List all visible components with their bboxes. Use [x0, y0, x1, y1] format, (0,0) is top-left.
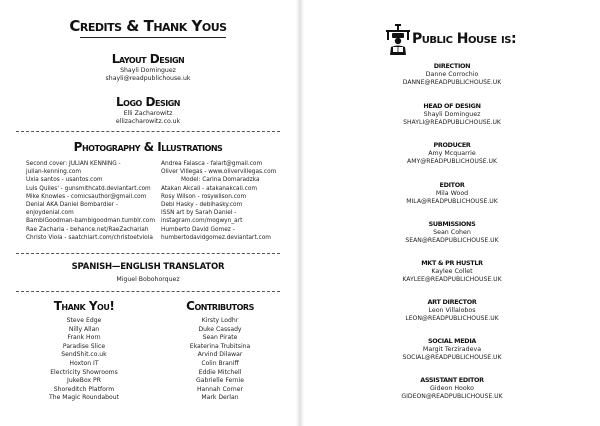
- book-gutter: [296, 0, 304, 426]
- photo-credit: Mike Knowles - comicsauthor@gmail.com: [26, 193, 147, 200]
- photo-credit: humbertodavidgomez.deviantart.com: [161, 234, 271, 241]
- photo-credit: BambiGoodman-bambigoodman.tumblr.com: [26, 218, 155, 225]
- role-email: SEAN@READPUBLICHOUSE.UK: [405, 237, 499, 245]
- photo-credit: Christo Viola - saatchiart.com/christoetviola: [26, 234, 153, 241]
- section-divider: [16, 291, 280, 292]
- thank-you-list: [36, 317, 132, 403]
- photo-credit: Second cover: JULIAN KENNING -: [26, 161, 121, 167]
- list-item: Ekaterina Trubitsina: [189, 342, 251, 350]
- list-item: Hannah Corner: [196, 385, 244, 393]
- role-email: DANNE@READPUBLICHOUSE.UK: [402, 79, 502, 87]
- role-producer: [304, 141, 600, 167]
- list-item: Duke Cassady: [198, 325, 242, 333]
- credits-title: Credits & Thank Yous: [69, 17, 227, 35]
- photo-credits-column-2: [161, 160, 276, 242]
- section-divider: [16, 131, 280, 132]
- role-name: Mila Wood: [435, 190, 469, 197]
- logo-designer-site: ellizacharowitz.co.uk: [115, 118, 181, 126]
- photo-credit: enjoydenial.com: [26, 210, 74, 217]
- role-direction: [304, 62, 600, 88]
- list-item: Hoxton IT: [69, 359, 99, 367]
- role-name: Shayli Dominguez: [423, 111, 481, 118]
- role-head-of-design: [304, 102, 600, 128]
- contributors-heading: Contributors: [186, 299, 254, 313]
- role-email: SOCIAL@READPUBLICHOUSE.UK: [402, 354, 502, 362]
- role-name: Margit Terziradeva: [422, 346, 482, 353]
- logo-design-credits: [0, 110, 296, 127]
- photo-credit: Humberto David Gomez -: [161, 226, 235, 233]
- role-name: Leon Villalobos: [428, 307, 476, 314]
- role-email: LEON@READPUBLICHOUSE.UK: [405, 315, 499, 323]
- role-email: AMY@READPUBLICHOUSE.UK: [407, 158, 497, 166]
- photo-credit: Rosy Wilson - rosywilson.com: [161, 193, 247, 200]
- role-editor: [304, 181, 600, 207]
- role-title: PRODUCER: [433, 141, 471, 149]
- role-assistant-editor: [304, 376, 600, 402]
- list-item: Eddie Mitchell: [198, 368, 242, 376]
- role-art-director: [304, 298, 600, 324]
- photo-credit: ISSN art by Sarah Daniel -: [161, 210, 237, 217]
- role-title: ASSISTANT EDITOR: [420, 376, 484, 384]
- photo-credit: instagram.com/mogwyn_art: [161, 218, 243, 225]
- role-title: EDITOR: [439, 181, 465, 189]
- list-item: Nilly Allan: [68, 325, 100, 333]
- role-social-media: [304, 337, 600, 363]
- role-title: HEAD OF DESIGN: [423, 102, 481, 110]
- list-item: Mark Derlan: [201, 394, 239, 402]
- thank-you-heading: Thank You!: [53, 299, 115, 313]
- role-name: Danne Corrochio: [425, 71, 479, 78]
- list-item: Gabrielle Fernie: [196, 377, 244, 385]
- photo-credits-column-1: [26, 160, 155, 242]
- role-submissions: [304, 220, 600, 246]
- list-item: Frank Horn: [67, 334, 101, 342]
- contributors-list: [170, 317, 270, 403]
- title-underline: [80, 37, 226, 38]
- role-name: Gideon Hooko: [429, 385, 475, 392]
- role-title: SUBMISSIONS: [428, 220, 476, 228]
- role-name: Kaylee Collet: [431, 268, 473, 275]
- role-title: MKT & PR HUSTLR: [421, 259, 483, 267]
- layout-designer-name: Shayli Dominguez: [120, 67, 176, 74]
- photo-credit: Andrea Falasca - falart@gmail.com: [161, 161, 263, 167]
- list-item: Sean Pirate: [202, 334, 238, 342]
- role-title: DIRECTION: [433, 62, 471, 70]
- list-item: Steve Edge: [66, 317, 102, 324]
- logo-design-heading: Logo Design: [116, 95, 180, 109]
- role-email: SHAYLI@READPUBLICHOUSE.UK: [403, 119, 501, 127]
- translator-heading: SPANISH—ENGLISH TRANSLATOR: [71, 262, 225, 272]
- role-email: MILA@READPUBLICHOUSE.UK: [406, 198, 498, 206]
- role-mkt-pr: [304, 259, 600, 285]
- list-item: The Magic Roundabout: [49, 394, 119, 402]
- photo-credit: Luis Quiles' - gunsmithcatd.deviantart.com: [26, 185, 151, 192]
- list-item: Colin Braniff: [201, 359, 239, 367]
- list-item: SendShit.co.uk: [61, 351, 107, 359]
- right-page-masthead: [304, 0, 600, 426]
- photo-credit: Model: Carina Domaradzka: [181, 177, 260, 184]
- photo-credit: Denial AKA Daniel Bombardier -: [26, 202, 118, 209]
- role-name: Sean Cohen: [433, 229, 471, 236]
- role-title: SOCIAL MEDIA: [427, 337, 477, 345]
- layout-design-heading: Layout Design: [111, 52, 185, 66]
- photo-credit: Atakan Akcali - atakanakcali.com: [161, 185, 258, 192]
- photo-credit: Debi Hasky - debihasky.com: [161, 202, 243, 209]
- list-item: Paradise Slice: [62, 342, 106, 350]
- layout-design-credits: [0, 67, 296, 84]
- layout-designer-email: shayli@readpublichouse.uk: [105, 75, 191, 83]
- pub-sign-person-reading-icon: [384, 24, 412, 56]
- left-page-credits: [0, 0, 296, 426]
- role-email: KAYLEE@READPUBLICHOUSE.UK: [402, 276, 502, 284]
- role-email: GIDEON@READPUBLICHOUSE.UK: [401, 393, 503, 401]
- photo-credit: julian-kenning.com: [26, 169, 82, 176]
- role-title: ART DIRECTOR: [427, 298, 477, 306]
- list-item: Arvind Dilawar: [197, 351, 243, 359]
- translator-name: Miguel Bobohorquez: [116, 276, 180, 283]
- role-name: Amy Mcquarrie: [428, 150, 476, 157]
- section-divider: [16, 253, 280, 254]
- photo-credit: Oliver Villegas - www.olivervillegas.com: [161, 169, 277, 176]
- list-item: Electricity Showrooms: [50, 368, 118, 376]
- logo-designer-name: Elli Zacharowitz: [123, 110, 173, 117]
- list-item: Shoreditch Platform: [53, 385, 115, 393]
- list-item: Kirsty Lodhr: [201, 317, 239, 324]
- photography-heading: Photography & Illustrations: [73, 140, 223, 154]
- photo-credit: Rae Zacharia - behance.net/RaeZachariah: [26, 226, 149, 233]
- photo-credit: Uxia santos - usantos.com: [26, 177, 103, 184]
- list-item: JukeBox PR: [67, 377, 101, 385]
- public-house-title: Public House is:: [412, 31, 517, 47]
